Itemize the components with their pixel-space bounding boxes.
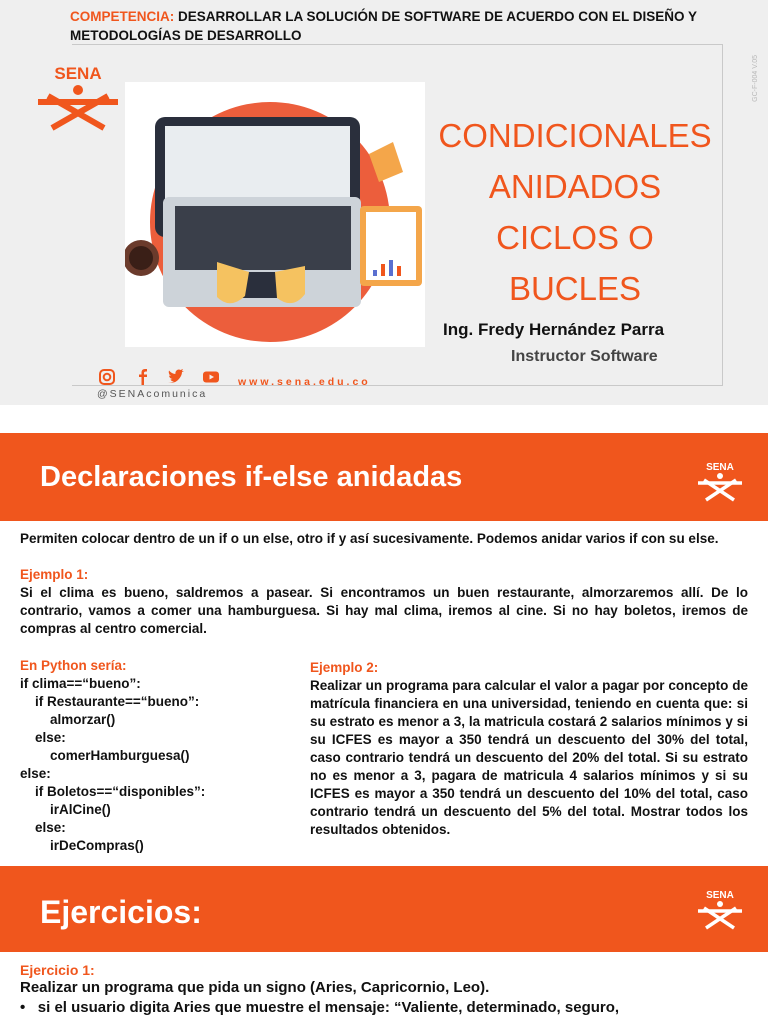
exercise1-bullet (20, 999, 748, 1017)
competencia-heading (70, 7, 750, 45)
example1-text: Si el clima es bueno, saldremos a pasear. Si encontramos un buen restaurante, almorzaremos allí. De lo contrario, vamos a comer una hamburguesa. Si hay mal clima, iremos al cine. Si no hay boletos, iremos de compras al centro comercial. (20, 585, 748, 636)
python-label: En Python sería: (20, 658, 127, 673)
social-handle: @SENAcomunica (97, 388, 208, 400)
cover-title (425, 110, 725, 314)
intro-paragraph: Permiten colocar dentro de un if o un else, otro if y así sucesivamente. Podemos anidar varios if con su else. (20, 531, 719, 546)
exercises-header-bar (0, 866, 768, 952)
code-line: if Boletos==“disponibles”: (20, 784, 206, 799)
code-line: else: (20, 766, 51, 781)
author-name: Ing. Fredy Hernández Parra (443, 320, 665, 339)
exercise1-label: Ejercicio 1: (20, 962, 95, 978)
competencia-label: COMPETENCIA: (70, 9, 175, 24)
exercises-title: Ejercicios: (40, 894, 202, 930)
sena-logo-icon (34, 62, 122, 132)
sena-logo-icon (696, 888, 744, 930)
section-header-bar (0, 433, 768, 521)
bullet-icon: • (20, 999, 38, 1016)
sena-logo-icon (696, 460, 744, 502)
code-line: else: (20, 730, 66, 745)
document-code: GC-F-004 V.05 (752, 55, 759, 102)
svg-text:SENA: SENA (706, 890, 734, 901)
svg-text:SENA: SENA (706, 462, 734, 473)
author-role: Instructor Software (511, 348, 658, 365)
title-line: BUCLES (508, 270, 642, 307)
code-line: if Restaurante==“bueno”: (20, 694, 200, 709)
code-line: almorzar() (20, 712, 116, 727)
exercise1-text: Realizar un programa que pida un signo (Aries, Capricornio, Leo). (20, 979, 490, 996)
bullet-text: si el usuario digita Aries que muestre el mensaje: “Valiente, determinado, seguro, (37, 999, 620, 1016)
example1-label: Ejemplo 1: (20, 567, 89, 582)
cover-slide (0, 0, 768, 405)
code-line: else: (20, 820, 66, 835)
title-line: CONDICIONALES (438, 117, 712, 154)
code-line: irDeCompras() (20, 838, 144, 853)
svg-text:SENA: SENA (54, 64, 102, 83)
facebook-icon[interactable] (134, 368, 152, 386)
code-line: comerHamburguesa() (20, 748, 190, 763)
example2-label: Ejemplo 2: (310, 660, 379, 675)
title-line: ANIDADOS (488, 168, 662, 205)
code-line: if clima==“bueno”: (20, 676, 141, 691)
section-title: Declaraciones if-else anidadas (40, 461, 463, 493)
competencia-text: DESARROLLAR LA SOLUCIÓN DE SOFTWARE DE ACUERDO CON EL DISEÑO Y METODOLOGÍAS DE DESARROLLO (70, 9, 697, 43)
website-link[interactable]: www.sena.edu.co (238, 376, 371, 388)
twitter-icon[interactable] (167, 368, 185, 386)
python-code-block (20, 657, 300, 855)
laptop-illustration (125, 82, 425, 347)
title-line: CICLOS O (496, 219, 654, 256)
youtube-icon[interactable] (202, 368, 220, 386)
code-line: irAlCine() (20, 802, 111, 817)
instagram-icon[interactable] (98, 368, 116, 386)
example2-text: Realizar un programa para calcular el valor a pagar por concepto de matrícula financiera en una universidad, teniendo en cuenta que: si su estrato es menor a 3, la matricula costará 2 salarios mínimos y si su ICFES es mayor a 350 tendrá un descuento del 30% del total, caso contrario tendrá un descuento del 20% del total. Si su estrato no es menor a 3, pagara de matricula 4 salarios mínimos y si su ICFES es mayor a 350 tendrá un descuento del 10% del total, caso contrario tendrá un descuento del 5% del total. Mostrar todos los resultados obtenidos. (310, 678, 748, 837)
